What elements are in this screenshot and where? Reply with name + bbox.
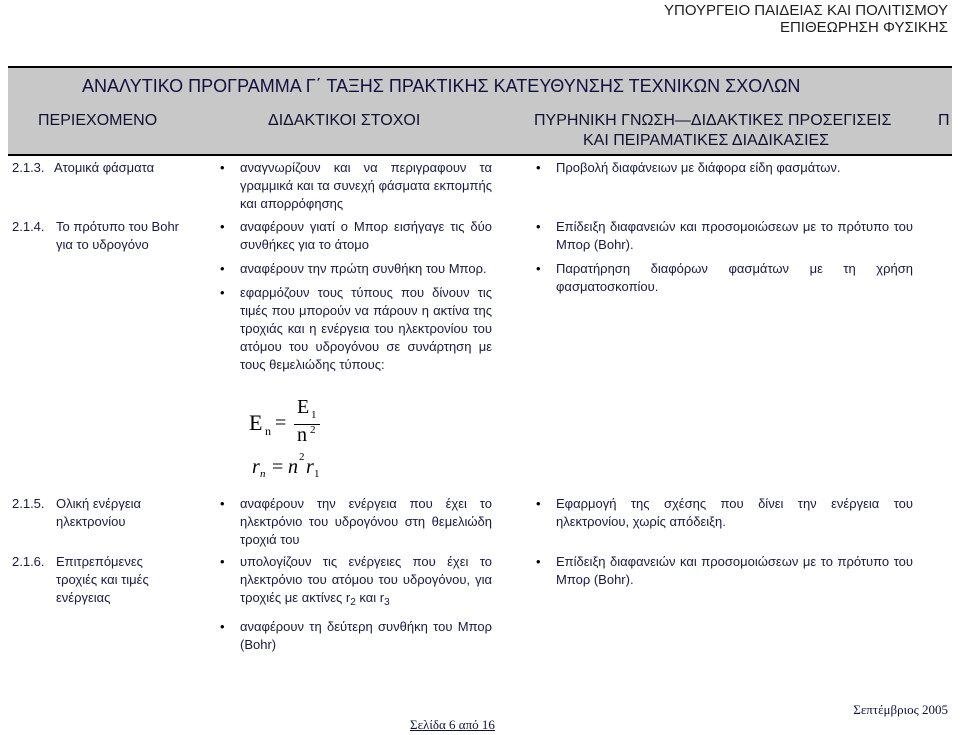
core-list	[528, 495, 913, 537]
core-item: • Εφαρμογή της σχέσης που δίνει την ενέργεια του ηλεκτρονίου, χωρίς απόδειξη.	[528, 495, 913, 531]
goals-list	[212, 553, 492, 660]
core-list	[528, 553, 913, 595]
header-bottom-rule	[8, 154, 952, 156]
row-number: 2.1.4.	[12, 219, 45, 234]
row-number: 2.1.5.	[12, 496, 45, 511]
row-number: 2.1.3.	[12, 160, 45, 175]
document-title: ΑΝΑΛΥΤΙΚΟ ΠΡΟΓΡΑΜΜΑ Γ΄ ΤΑΞΗΣ ΠΡΑΚΤΙΚΗΣ ΚΑΤΕΥΘΥΝΣΗΣ ΤΕΧΝΙΚΩΝ ΣΧΟΛΩΝ	[82, 76, 801, 96]
goal-item: • εφαρμόζουν τους τύπους που δίνουν τις τιμές που μπορούν να πάρουν η ακτίνα της τροχιάς και η ενέργεια του ηλεκτρονίου του ατόμου του υδρογόνου σε συνάρτηση με τους θεμελιώδης τύπους:	[212, 284, 492, 374]
core-list	[528, 218, 913, 302]
row-topic: Επιτρεπόμενες τροχιές και τιμές ενέργειας	[56, 554, 149, 605]
goal-item: • αναφέρουν γιατί ο Μπορ εισήγαγε τις δύο συνθήκες για το άτομο	[212, 218, 492, 254]
core-item: • Επίδειξη διαφανειών και προσομοιώσεων με το πρότυπο του Μπορ (Bohr).	[528, 218, 913, 254]
column-goals-header: ΔΙΔΑΚΤΙΚΟΙ ΣΤΟΧΟΙ	[268, 112, 421, 129]
core-item: • Επίδειξη διαφανειών και προσομοιώσεων με το πρότυπο του Μπορ (Bohr).	[528, 553, 913, 589]
core-list	[528, 159, 913, 183]
footer-date: Σεπτέμβριος 2005	[853, 702, 948, 717]
goals-list	[212, 218, 492, 380]
row-topic: Ολική ενέργεια ηλεκτρονίου	[56, 496, 142, 529]
column-core-header-line1: ΠΥΡΗΝΙΚΗ ΓΝΩΣΗ—ΔΙΔΑΚΤΙΚΕΣ ΠΡΟΣΕΓΙΣΕΙΣ	[534, 112, 892, 129]
goal-item: • αναφέρουν την πρώτη συνθήκη του Μπορ.	[212, 260, 492, 278]
goals-list	[212, 495, 492, 555]
column-last-header: Π	[938, 112, 950, 129]
page-number: Σελίδα 6 από 16	[410, 717, 495, 732]
goal-item: • υπολογίζουν τις ενέργειες που έχει το ηλεκτρόνιο του ατόμου του υδρογόνου, για τροχιές με ακτίνες $r_2$ και $r_3$	[212, 553, 492, 612]
inspection-header: ΕΠΙΘΕΩΡΗΣΗ ΦΥΣΙΚΗΣ	[779, 19, 948, 36]
ministry-header: ΥΠΟΥΡΓΕΙΟ ΠΑΙΔΕΙΑΣ ΚΑΙ ΠΟΛΙΤΙΣΜΟΥ	[664, 2, 948, 19]
goal-item: • αναφέρουν την ενέργεια που έχει το ηλεκτρόνιο του υδρογόνου στη θεμελιώδη τροχιά του	[212, 495, 492, 549]
core-item: • Παρατήρηση διαφόρων φασμάτων με τη χρήση φασματοσκοπίου.	[528, 260, 913, 296]
goals-list	[212, 159, 492, 219]
row-topic: Ατομικά φάσματα	[54, 160, 155, 175]
row-topic: Το πρότυπο του Bohr για το υδρογόνο	[56, 219, 179, 252]
row-number: 2.1.6.	[12, 554, 45, 569]
core-item: • Προβολή διαφάνειων με διάφορα είδη φασμάτων.	[528, 159, 913, 177]
goal-item: • αναφέρουν τη δεύτερη συνθήκη του Μπορ (Bohr)	[212, 618, 492, 654]
column-core-header-line2: ΚΑΙ ΠΕΙΡΑΜΑΤΙΚΕΣ ΔΙΑΔΙΚΑΣΙΕΣ	[583, 132, 830, 149]
goal-item: • αναγνωρίζουν και να περιγραφουν τα γραμμικά και τα συνεχή φάσματα εκπομπής και απορρόφησης	[212, 159, 492, 213]
column-content-header: ΠΕΡΙΕΧΟΜΕΝΟ	[38, 112, 158, 129]
